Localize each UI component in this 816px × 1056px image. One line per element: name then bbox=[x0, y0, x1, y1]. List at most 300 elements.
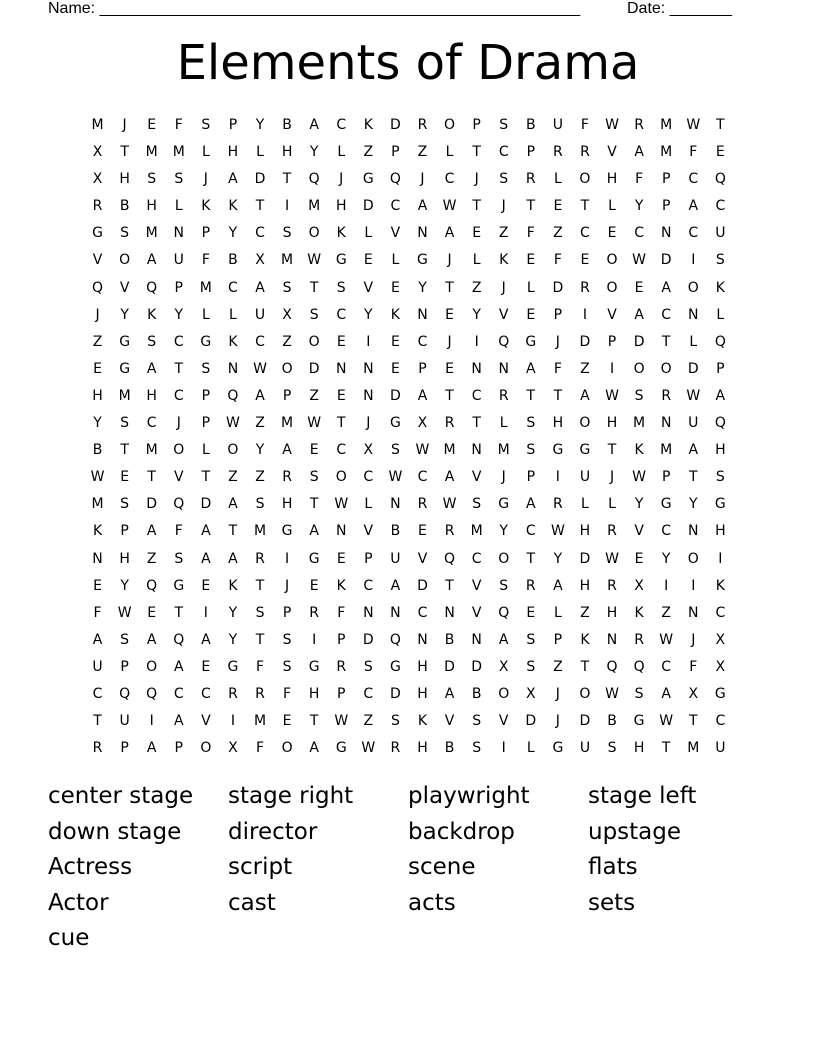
grid-letter[interactable]: S bbox=[120, 496, 130, 513]
grid-letter[interactable]: Y bbox=[228, 604, 238, 621]
grid-letter[interactable]: C bbox=[200, 685, 211, 702]
grid-letter[interactable]: I bbox=[474, 333, 479, 350]
grid-letter[interactable]: W bbox=[226, 415, 240, 432]
grid-letter[interactable]: E bbox=[715, 144, 725, 161]
grid-letter[interactable]: P bbox=[364, 550, 373, 567]
grid-letter[interactable]: I bbox=[149, 713, 154, 730]
grid-letter[interactable]: Y bbox=[364, 306, 373, 323]
grid-letter[interactable]: H bbox=[633, 740, 645, 757]
grid-letter[interactable]: D bbox=[308, 360, 320, 377]
grid-letter[interactable]: Y bbox=[553, 550, 563, 567]
grid-letter[interactable]: X bbox=[92, 144, 103, 161]
grid-letter[interactable]: L bbox=[364, 225, 373, 242]
grid-letter[interactable]: T bbox=[201, 469, 211, 486]
grid-letter[interactable]: A bbox=[634, 306, 644, 323]
grid-letter[interactable]: J bbox=[691, 631, 696, 648]
grid-letter[interactable]: G bbox=[335, 740, 347, 757]
grid-letter[interactable]: Q bbox=[173, 496, 185, 513]
grid-letter[interactable]: L bbox=[608, 198, 616, 215]
grid-letter[interactable]: I bbox=[664, 577, 669, 594]
grid-letter[interactable]: Z bbox=[417, 144, 428, 161]
grid-letter[interactable]: I bbox=[312, 631, 317, 648]
grid-letter[interactable]: H bbox=[606, 415, 618, 432]
grid-letter[interactable]: B bbox=[390, 523, 401, 540]
grid-letter[interactable]: Y bbox=[174, 306, 184, 323]
grid-letter[interactable]: Z bbox=[255, 469, 265, 486]
grid-letter[interactable]: H bbox=[606, 171, 618, 188]
grid-letter[interactable]: N bbox=[688, 604, 699, 621]
grid-letter[interactable]: S bbox=[309, 306, 319, 323]
grid-letter[interactable]: M bbox=[633, 415, 646, 432]
grid-letter[interactable]: P bbox=[120, 740, 129, 757]
grid-letter[interactable]: C bbox=[146, 415, 157, 432]
grid-letter[interactable]: M bbox=[118, 387, 131, 404]
grid-letter[interactable]: S bbox=[715, 469, 725, 486]
grid-letter[interactable]: A bbox=[146, 252, 157, 269]
grid-letter[interactable]: K bbox=[336, 225, 346, 242]
grid-letter[interactable]: U bbox=[715, 225, 726, 242]
grid-letter[interactable]: A bbox=[309, 740, 319, 757]
grid-letter[interactable]: U bbox=[173, 252, 184, 269]
grid-letter[interactable]: B bbox=[119, 198, 130, 215]
grid-letter[interactable]: P bbox=[661, 198, 671, 215]
grid-letter[interactable]: R bbox=[336, 658, 347, 675]
grid-letter[interactable]: T bbox=[255, 631, 265, 648]
grid-letter[interactable]: N bbox=[336, 360, 347, 377]
grid-letter[interactable]: V bbox=[119, 279, 130, 296]
grid-letter[interactable]: Y bbox=[499, 523, 508, 540]
grid-letter[interactable]: A bbox=[390, 577, 401, 594]
grid-letter[interactable]: A bbox=[173, 658, 184, 675]
grid-letter[interactable]: H bbox=[715, 523, 726, 540]
grid-letter[interactable]: R bbox=[92, 198, 103, 215]
grid-letter[interactable]: G bbox=[362, 171, 374, 188]
grid-letter[interactable]: E bbox=[390, 360, 400, 377]
grid-letter[interactable]: W bbox=[605, 685, 619, 702]
grid-letter[interactable]: D bbox=[390, 685, 401, 702]
grid-letter[interactable]: Z bbox=[146, 550, 157, 567]
grid-letter[interactable]: J bbox=[176, 415, 181, 432]
grid-letter[interactable]: S bbox=[607, 740, 617, 757]
grid-letter[interactable]: C bbox=[634, 225, 644, 242]
grid-letter[interactable]: J bbox=[447, 252, 452, 269]
grid-letter[interactable]: S bbox=[174, 550, 184, 567]
grid-letter[interactable]: X bbox=[525, 685, 536, 702]
grid-letter[interactable]: B bbox=[607, 713, 617, 730]
grid-letter[interactable]: T bbox=[228, 523, 238, 540]
grid-letter[interactable]: J bbox=[366, 415, 371, 432]
grid-letter[interactable]: V bbox=[498, 713, 509, 730]
grid-letter[interactable]: G bbox=[227, 658, 239, 675]
grid-letter[interactable]: C bbox=[444, 171, 455, 188]
grid-letter[interactable]: D bbox=[552, 279, 564, 296]
grid-letter[interactable]: N bbox=[471, 360, 482, 377]
grid-letter[interactable]: G bbox=[633, 713, 645, 730]
grid-letter[interactable]: E bbox=[634, 279, 644, 296]
grid-letter[interactable]: G bbox=[119, 360, 131, 377]
grid-letter[interactable]: F bbox=[174, 117, 183, 133]
grid-letter[interactable]: C bbox=[661, 523, 672, 540]
grid-letter[interactable]: T bbox=[526, 387, 536, 404]
grid-letter[interactable]: N bbox=[336, 523, 347, 540]
grid-letter[interactable]: A bbox=[201, 523, 211, 540]
grid-letter[interactable]: R bbox=[661, 387, 672, 404]
grid-letter[interactable]: F bbox=[553, 252, 562, 269]
grid-letter[interactable]: X bbox=[715, 631, 726, 648]
grid-letter[interactable]: S bbox=[499, 171, 509, 188]
grid-letter[interactable]: G bbox=[308, 658, 320, 675]
grid-letter[interactable]: B bbox=[228, 252, 238, 269]
grid-letter[interactable]: P bbox=[716, 360, 725, 377]
grid-letter[interactable]: E bbox=[309, 577, 319, 594]
grid-letter[interactable]: D bbox=[579, 713, 591, 730]
grid-letter[interactable]: P bbox=[228, 117, 238, 133]
grid-letter[interactable]: R bbox=[553, 144, 563, 161]
grid-letter[interactable]: G bbox=[660, 496, 672, 513]
grid-letter[interactable]: S bbox=[255, 496, 265, 513]
grid-letter[interactable]: S bbox=[309, 469, 319, 486]
grid-letter[interactable]: S bbox=[363, 658, 373, 675]
grid-letter[interactable]: P bbox=[472, 117, 481, 133]
grid-letter[interactable]: W bbox=[307, 415, 322, 432]
grid-letter[interactable]: D bbox=[660, 252, 672, 269]
grid-letter[interactable]: N bbox=[688, 523, 699, 540]
grid-letter[interactable]: K bbox=[228, 333, 238, 350]
grid-letter[interactable]: P bbox=[337, 685, 346, 702]
grid-letter[interactable]: Y bbox=[93, 415, 102, 432]
grid-letter[interactable]: S bbox=[499, 117, 509, 133]
grid-letter[interactable]: T bbox=[255, 198, 265, 215]
grid-letter[interactable]: S bbox=[390, 442, 400, 459]
grid-letter[interactable]: R bbox=[607, 523, 617, 540]
grid-letter[interactable]: E bbox=[282, 713, 292, 730]
grid-letter[interactable]: W bbox=[415, 442, 430, 459]
grid-letter[interactable]: I bbox=[285, 198, 290, 215]
grid-letter[interactable]: Q bbox=[227, 387, 239, 404]
grid-letter[interactable]: Z bbox=[228, 469, 238, 486]
grid-letter[interactable]: B bbox=[282, 117, 292, 133]
grid-letter[interactable]: W bbox=[253, 360, 267, 377]
grid-letter[interactable]: M bbox=[145, 225, 158, 242]
grid-letter[interactable]: A bbox=[444, 685, 455, 702]
grid-letter[interactable]: C bbox=[688, 171, 699, 188]
grid-letter[interactable]: R bbox=[444, 415, 455, 432]
grid-letter[interactable]: W bbox=[605, 117, 619, 133]
grid-letter[interactable]: S bbox=[147, 171, 157, 188]
grid-letter[interactable]: J bbox=[555, 713, 560, 730]
grid-letter[interactable]: W bbox=[686, 387, 701, 404]
grid-letter[interactable]: D bbox=[471, 658, 483, 675]
grid-letter[interactable]: J bbox=[339, 171, 344, 188]
grid-letter[interactable]: G bbox=[714, 496, 726, 513]
grid-letter[interactable]: L bbox=[337, 144, 346, 161]
grid-letter[interactable]: A bbox=[526, 496, 536, 513]
grid-letter[interactable]: J bbox=[95, 306, 100, 323]
grid-letter[interactable]: E bbox=[526, 306, 536, 323]
grid-letter[interactable]: V bbox=[471, 604, 482, 621]
grid-letter[interactable]: S bbox=[390, 713, 400, 730]
grid-letter[interactable]: Q bbox=[146, 577, 158, 594]
grid-letter[interactable]: Q bbox=[633, 658, 645, 675]
grid-letter[interactable]: T bbox=[445, 577, 454, 594]
grid-letter[interactable]: K bbox=[634, 442, 644, 459]
grid-letter[interactable]: F bbox=[201, 252, 210, 269]
grid-letter[interactable]: I bbox=[691, 252, 696, 269]
grid-letter[interactable]: A bbox=[661, 685, 671, 702]
grid-letter[interactable]: T bbox=[553, 387, 563, 404]
grid-letter[interactable]: A bbox=[146, 740, 157, 757]
grid-letter[interactable]: A bbox=[444, 225, 455, 242]
grid-letter[interactable]: I bbox=[230, 713, 235, 730]
grid-letter[interactable]: A bbox=[444, 469, 455, 486]
grid-letter[interactable]: W bbox=[388, 469, 403, 486]
grid-letter[interactable]: P bbox=[120, 523, 129, 540]
grid-letter[interactable]: L bbox=[445, 144, 454, 161]
grid-letter[interactable]: X bbox=[92, 171, 103, 188]
grid-letter[interactable]: E bbox=[634, 550, 644, 567]
grid-letter[interactable]: K bbox=[228, 198, 238, 215]
grid-letter[interactable]: C bbox=[173, 685, 184, 702]
grid-letter[interactable]: A bbox=[526, 360, 536, 377]
grid-letter[interactable]: G bbox=[579, 442, 591, 459]
grid-letter[interactable]: N bbox=[227, 360, 239, 377]
grid-letter[interactable]: S bbox=[120, 415, 130, 432]
grid-letter[interactable]: V bbox=[92, 252, 103, 269]
grid-letter[interactable]: P bbox=[174, 740, 183, 757]
grid-letter[interactable]: L bbox=[553, 171, 562, 188]
grid-letter[interactable]: Y bbox=[255, 442, 265, 459]
grid-letter[interactable]: C bbox=[336, 306, 347, 323]
grid-letter[interactable]: R bbox=[553, 496, 563, 513]
grid-letter[interactable]: U bbox=[254, 306, 266, 323]
grid-letter[interactable]: H bbox=[227, 144, 239, 161]
grid-letter[interactable]: F bbox=[283, 685, 292, 702]
grid-letter[interactable]: G bbox=[498, 496, 510, 513]
grid-letter[interactable]: A bbox=[715, 387, 726, 404]
grid-letter[interactable]: N bbox=[363, 360, 374, 377]
grid-letter[interactable]: D bbox=[417, 577, 428, 594]
grid-letter[interactable]: J bbox=[285, 577, 290, 594]
grid-letter[interactable]: V bbox=[390, 225, 401, 242]
grid-letter[interactable]: S bbox=[472, 740, 482, 757]
grid-letter[interactable]: H bbox=[119, 550, 130, 567]
grid-letter[interactable]: E bbox=[93, 360, 102, 377]
grid-letter[interactable]: A bbox=[634, 144, 644, 161]
grid-letter[interactable]: V bbox=[471, 577, 482, 594]
grid-letter[interactable]: S bbox=[499, 577, 509, 594]
grid-letter[interactable]: N bbox=[498, 360, 509, 377]
grid-letter[interactable]: R bbox=[282, 469, 292, 486]
grid-letter[interactable]: L bbox=[526, 740, 535, 757]
grid-letter[interactable]: R bbox=[580, 279, 590, 296]
grid-letter[interactable]: J bbox=[122, 117, 127, 133]
grid-letter[interactable]: T bbox=[309, 713, 319, 730]
grid-letter[interactable]: A bbox=[282, 442, 292, 459]
grid-letter[interactable]: O bbox=[146, 658, 158, 675]
grid-letter[interactable]: R bbox=[444, 523, 455, 540]
grid-letter[interactable]: G bbox=[92, 225, 103, 242]
grid-letter[interactable]: O bbox=[606, 252, 618, 269]
grid-letter[interactable]: S bbox=[174, 171, 184, 188]
grid-letter[interactable]: Z bbox=[282, 333, 292, 350]
grid-letter[interactable]: X bbox=[498, 658, 509, 675]
grid-letter[interactable]: G bbox=[200, 333, 212, 350]
grid-letter[interactable]: L bbox=[256, 144, 264, 161]
grid-letter[interactable]: L bbox=[201, 442, 210, 459]
grid-letter[interactable]: A bbox=[201, 631, 211, 648]
grid-letter[interactable]: G bbox=[714, 685, 726, 702]
grid-letter[interactable]: C bbox=[715, 604, 726, 621]
grid-letter[interactable]: F bbox=[689, 658, 698, 675]
grid-letter[interactable]: E bbox=[120, 469, 130, 486]
grid-letter[interactable]: L bbox=[581, 496, 589, 513]
grid-letter[interactable]: A bbox=[92, 631, 103, 648]
grid-letter[interactable]: Q bbox=[498, 333, 510, 350]
grid-letter[interactable]: P bbox=[553, 631, 563, 648]
grid-letter[interactable]: S bbox=[526, 415, 536, 432]
grid-letter[interactable]: X bbox=[255, 252, 265, 269]
grid-letter[interactable]: U bbox=[92, 658, 103, 675]
grid-letter[interactable]: H bbox=[579, 577, 591, 594]
grid-letter[interactable]: T bbox=[309, 496, 319, 513]
grid-letter[interactable]: D bbox=[633, 333, 645, 350]
grid-letter[interactable]: O bbox=[200, 740, 212, 757]
grid-letter[interactable]: W bbox=[605, 387, 619, 404]
grid-letter[interactable]: H bbox=[552, 415, 564, 432]
grid-letter[interactable]: T bbox=[661, 740, 671, 757]
grid-letter[interactable]: P bbox=[282, 604, 292, 621]
grid-letter[interactable]: Y bbox=[661, 550, 671, 567]
grid-letter[interactable]: A bbox=[255, 387, 265, 404]
grid-letter[interactable]: M bbox=[253, 523, 267, 540]
grid-letter[interactable]: X bbox=[417, 415, 428, 432]
grid-letter[interactable]: R bbox=[417, 117, 428, 133]
grid-letter[interactable]: S bbox=[282, 631, 292, 648]
grid-letter[interactable]: C bbox=[173, 387, 184, 404]
grid-letter[interactable]: P bbox=[201, 387, 211, 404]
grid-letter[interactable]: P bbox=[391, 144, 400, 161]
grid-letter[interactable]: T bbox=[472, 415, 481, 432]
grid-letter[interactable]: M bbox=[308, 198, 321, 215]
grid-letter[interactable]: I bbox=[691, 577, 696, 594]
grid-letter[interactable]: N bbox=[688, 306, 699, 323]
grid-letter[interactable]: V bbox=[173, 469, 184, 486]
grid-letter[interactable]: F bbox=[255, 658, 265, 675]
grid-letter[interactable]: R bbox=[634, 631, 644, 648]
grid-letter[interactable]: W bbox=[659, 631, 674, 648]
grid-letter[interactable]: I bbox=[609, 360, 615, 377]
grid-letter[interactable]: V bbox=[363, 523, 374, 540]
grid-letter[interactable]: P bbox=[201, 225, 211, 242]
grid-letter[interactable]: A bbox=[228, 496, 238, 513]
grid-letter[interactable]: E bbox=[336, 387, 346, 404]
grid-letter[interactable]: T bbox=[661, 333, 671, 350]
grid-letter[interactable]: R bbox=[255, 550, 265, 567]
grid-letter[interactable]: A bbox=[146, 523, 157, 540]
grid-letter[interactable]: A bbox=[417, 198, 428, 215]
grid-letter[interactable]: M bbox=[253, 713, 267, 730]
grid-letter[interactable]: W bbox=[334, 496, 349, 513]
grid-letter[interactable]: E bbox=[418, 523, 427, 540]
grid-letter[interactable]: J bbox=[609, 469, 615, 486]
grid-letter[interactable]: I bbox=[366, 333, 371, 350]
grid-letter[interactable]: T bbox=[93, 713, 102, 730]
grid-letter[interactable]: I bbox=[555, 469, 560, 486]
grid-letter[interactable]: Q bbox=[146, 279, 158, 296]
grid-letter[interactable]: K bbox=[228, 577, 238, 594]
grid-letter[interactable]: J bbox=[203, 171, 208, 188]
grid-letter[interactable]: K bbox=[499, 252, 509, 269]
grid-letter[interactable]: P bbox=[661, 171, 671, 188]
grid-letter[interactable]: L bbox=[229, 306, 237, 323]
grid-letter[interactable]: B bbox=[92, 442, 103, 459]
grid-letter[interactable]: F bbox=[337, 604, 346, 621]
grid-letter[interactable]: D bbox=[200, 496, 212, 513]
grid-letter[interactable]: E bbox=[201, 658, 211, 675]
grid-letter[interactable]: S bbox=[282, 658, 292, 675]
grid-letter[interactable]: P bbox=[661, 469, 671, 486]
grid-letter[interactable]: P bbox=[337, 631, 346, 648]
grid-letter[interactable]: L bbox=[391, 252, 400, 269]
grid-letter[interactable]: N bbox=[444, 604, 455, 621]
grid-letter[interactable]: N bbox=[363, 604, 374, 621]
grid-letter[interactable]: I bbox=[203, 604, 208, 621]
grid-letter[interactable]: Q bbox=[308, 171, 320, 188]
grid-letter[interactable]: P bbox=[282, 387, 292, 404]
grid-letter[interactable]: A bbox=[228, 171, 238, 188]
grid-letter[interactable]: H bbox=[146, 198, 157, 215]
grid-letter[interactable]: A bbox=[173, 713, 184, 730]
grid-letter[interactable]: Z bbox=[553, 225, 563, 242]
grid-letter[interactable]: O bbox=[227, 442, 239, 459]
grid-letter[interactable]: T bbox=[580, 658, 590, 675]
grid-letter[interactable]: Q bbox=[606, 658, 618, 675]
grid-letter[interactable]: S bbox=[715, 252, 725, 269]
grid-letter[interactable]: N bbox=[417, 225, 428, 242]
grid-letter[interactable]: H bbox=[417, 685, 428, 702]
grid-letter[interactable]: N bbox=[417, 631, 428, 648]
grid-letter[interactable]: A bbox=[201, 550, 211, 567]
grid-letter[interactable]: K bbox=[201, 198, 211, 215]
grid-letter[interactable]: M bbox=[281, 415, 294, 432]
grid-letter[interactable]: W bbox=[632, 252, 647, 269]
grid-letter[interactable]: E bbox=[147, 604, 157, 621]
grid-letter[interactable]: P bbox=[607, 333, 617, 350]
grid-letter[interactable]: L bbox=[716, 306, 725, 323]
grid-letter[interactable]: S bbox=[201, 360, 211, 377]
grid-letter[interactable]: H bbox=[417, 740, 428, 757]
grid-letter[interactable]: E bbox=[363, 252, 373, 269]
grid-letter[interactable]: M bbox=[145, 442, 158, 459]
grid-letter[interactable]: E bbox=[445, 306, 454, 323]
grid-letter[interactable]: N bbox=[471, 631, 482, 648]
grid-letter[interactable]: Y bbox=[255, 117, 265, 133]
grid-letter[interactable]: C bbox=[471, 550, 482, 567]
grid-letter[interactable]: X bbox=[363, 442, 374, 459]
grid-letter[interactable]: A bbox=[309, 117, 319, 133]
grid-letter[interactable]: S bbox=[282, 279, 292, 296]
grid-letter[interactable]: D bbox=[525, 713, 537, 730]
grid-letter[interactable]: O bbox=[444, 117, 456, 133]
grid-letter[interactable]: X bbox=[634, 577, 644, 594]
grid-letter[interactable]: B bbox=[444, 631, 455, 648]
grid-letter[interactable]: V bbox=[471, 469, 482, 486]
grid-letter[interactable]: A bbox=[661, 279, 671, 296]
grid-letter[interactable]: C bbox=[255, 333, 265, 350]
grid-letter[interactable]: Y bbox=[309, 144, 319, 161]
grid-letter[interactable]: G bbox=[281, 523, 293, 540]
grid-letter[interactable]: M bbox=[91, 117, 104, 133]
